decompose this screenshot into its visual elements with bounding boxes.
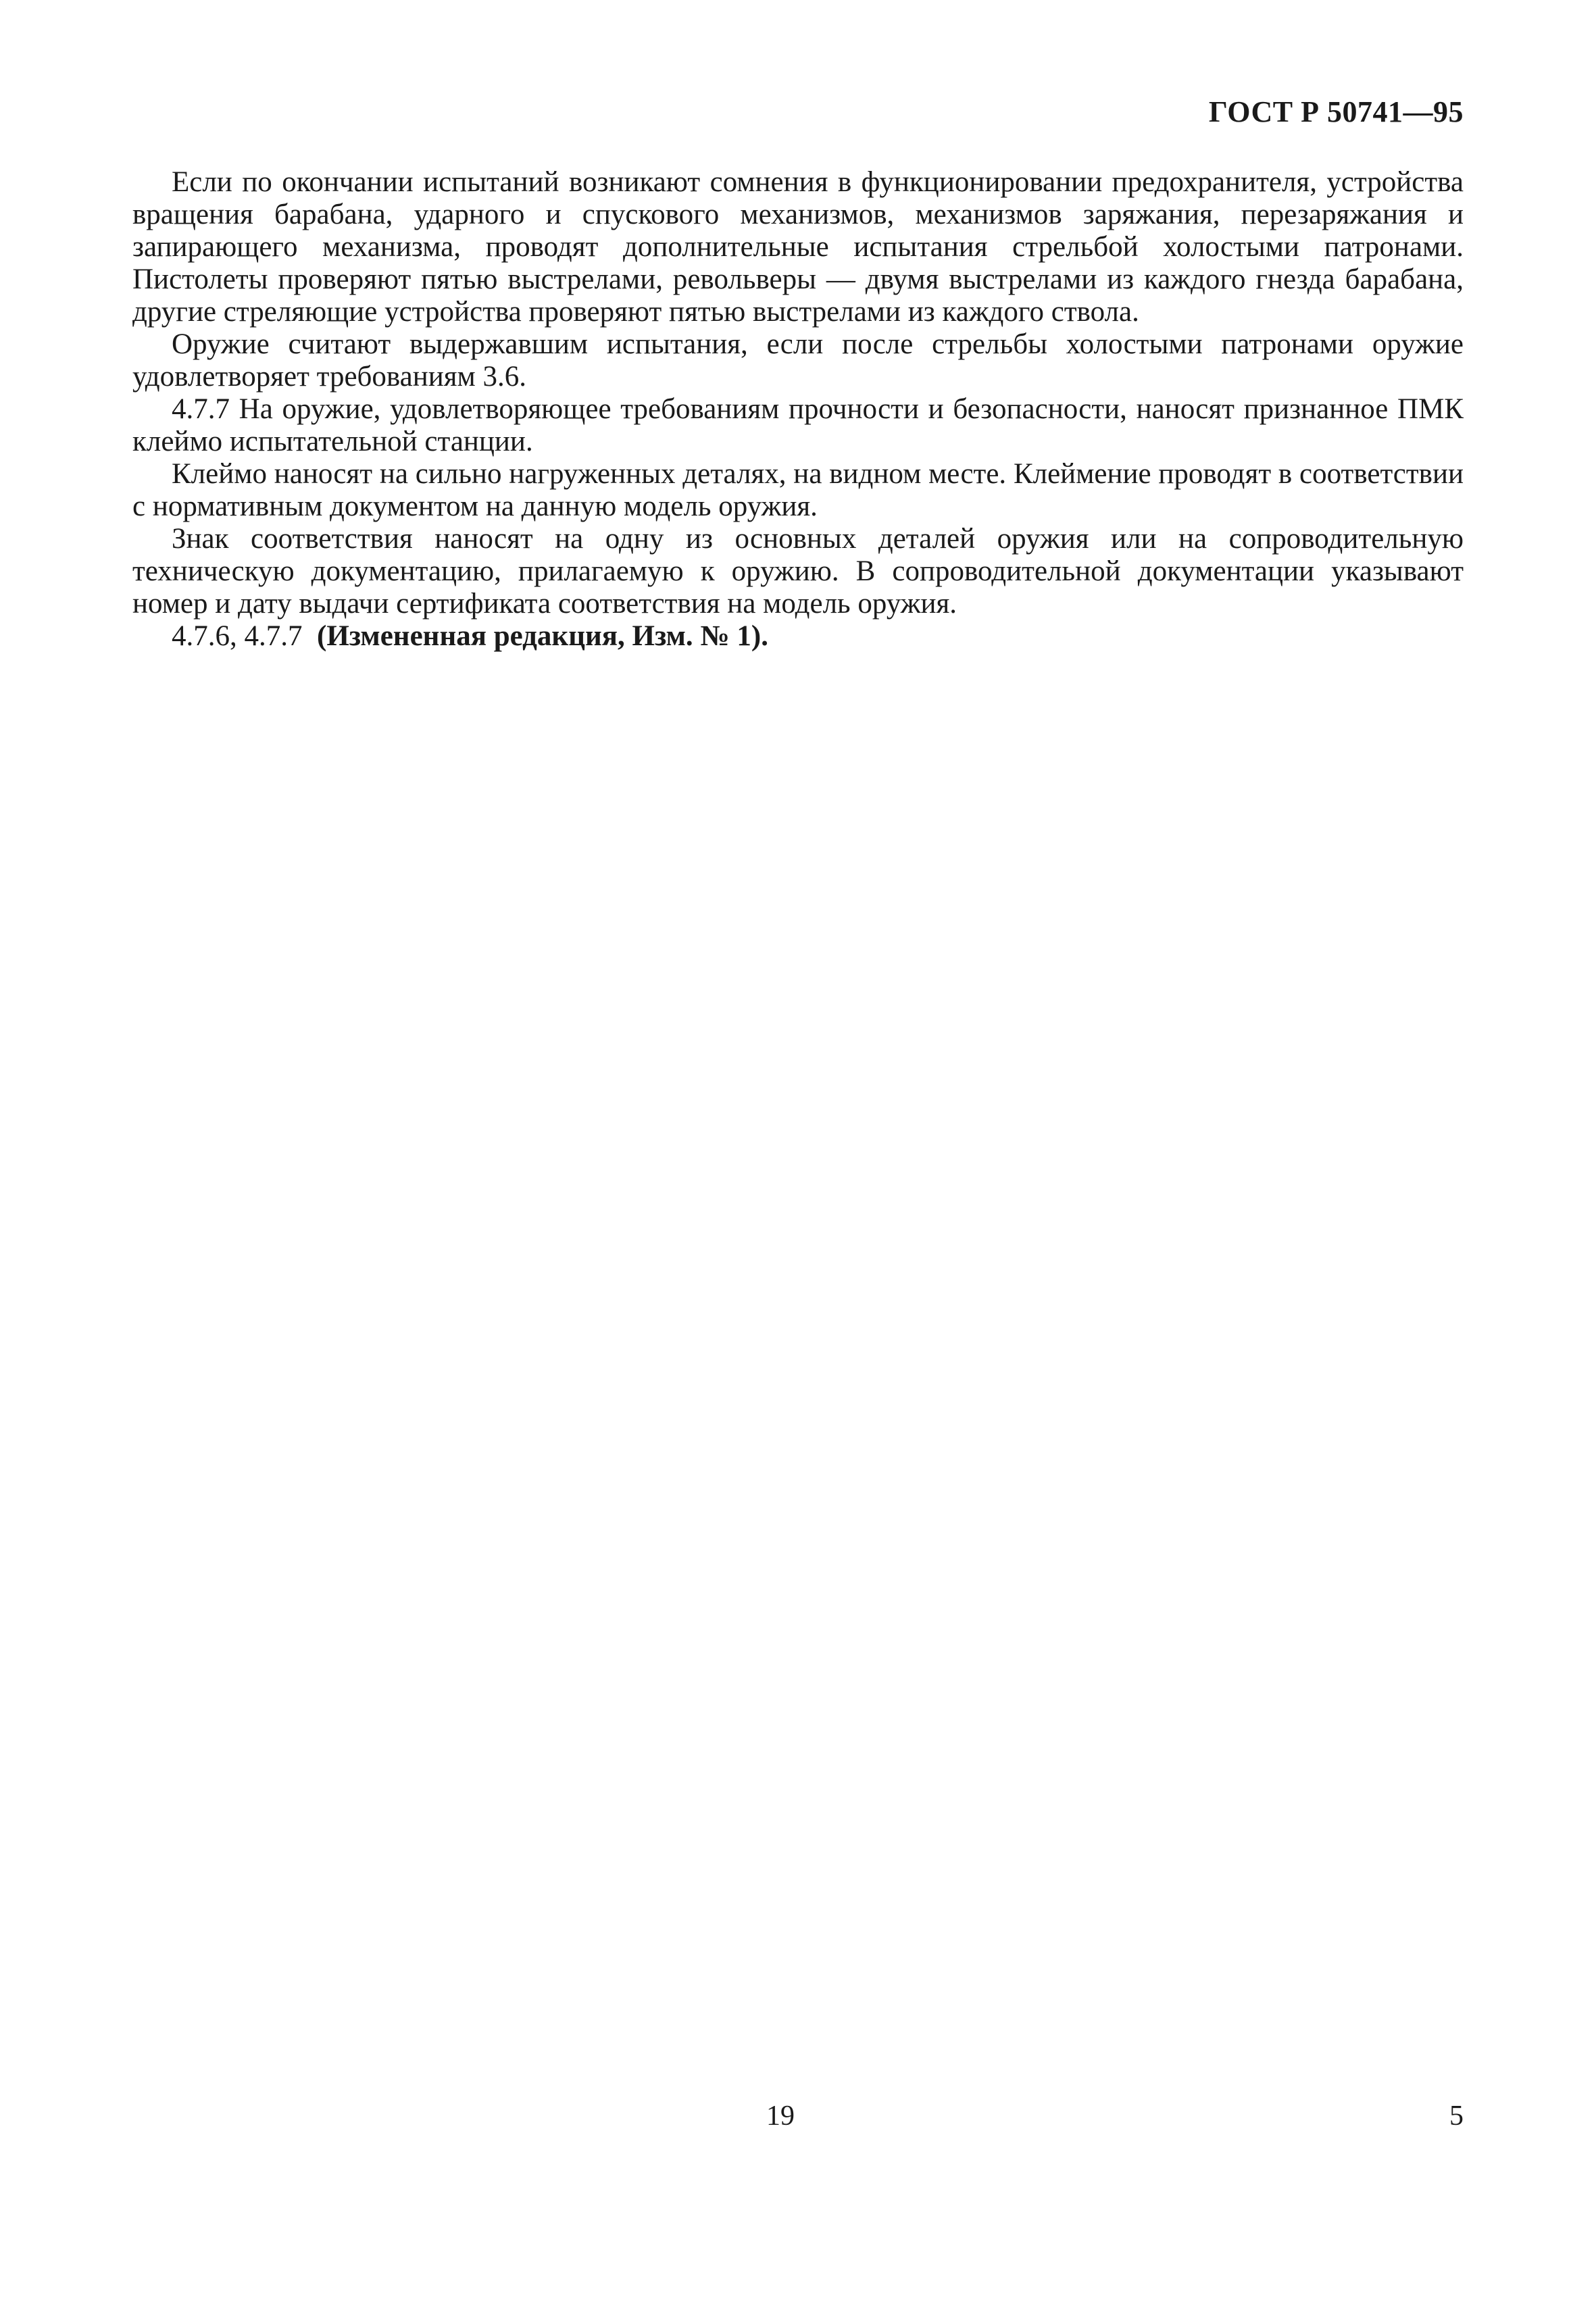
amendment-clauses: 4.7.6, 4.7.7 <box>172 620 303 652</box>
paragraph-stamp-placement: Клеймо наносят на сильно нагруженных деталях, на видном месте. Клеймение проводят в соответствии с нормативным документом на данную модель оружия. <box>132 458 1464 522</box>
paragraph-conformity-mark: Знак соответствия наносят на одну из основных деталей оружия или на сопроводительную техническую документацию, прилагаемую к оружию. В сопроводительной документации указывают номер и дату выдачи сертификата соответствия на модель оружия. <box>132 523 1464 620</box>
document-body <box>132 166 1464 653</box>
paragraph-weapon-passed-tests: Оружие считают выдержавшим испытания, если после стрельбы холостыми патронами оружие удовлетворяет требованиям 3.6. <box>132 328 1464 393</box>
document-code-header: ГОСТ Р 50741—95 <box>1208 95 1464 128</box>
page-number-right: 5 <box>1449 2101 1464 2132</box>
amendment-note: (Измененная редакция, Изм. № 1). <box>317 620 768 652</box>
paragraph-clause-4-7-7: 4.7.7 На оружие, удовлетворяющее требованиям прочности и безопасности, наносят признанное ПМК клеймо испытательной станции. <box>132 393 1464 457</box>
paragraph-amendment-note <box>132 620 1464 653</box>
page-number-center: 19 <box>766 2101 795 2132</box>
paragraph-blank-firing-tests: Если по окончании испытаний возникают сомнения в функционировании предохранителя, устройства вращения барабана, ударного и спускового механизмов, механизмов заряжания, перезаряжания и запирающего механизма, проводят дополнительные испытания стрельбой холостыми патронами. Пистолеты проверяют пятью выстрелами, револьверы — двумя выстрелами из каждого гнезда барабана, другие стреляющие устройства проверяют пятью выстрелами из каждого ствола. <box>132 166 1464 328</box>
